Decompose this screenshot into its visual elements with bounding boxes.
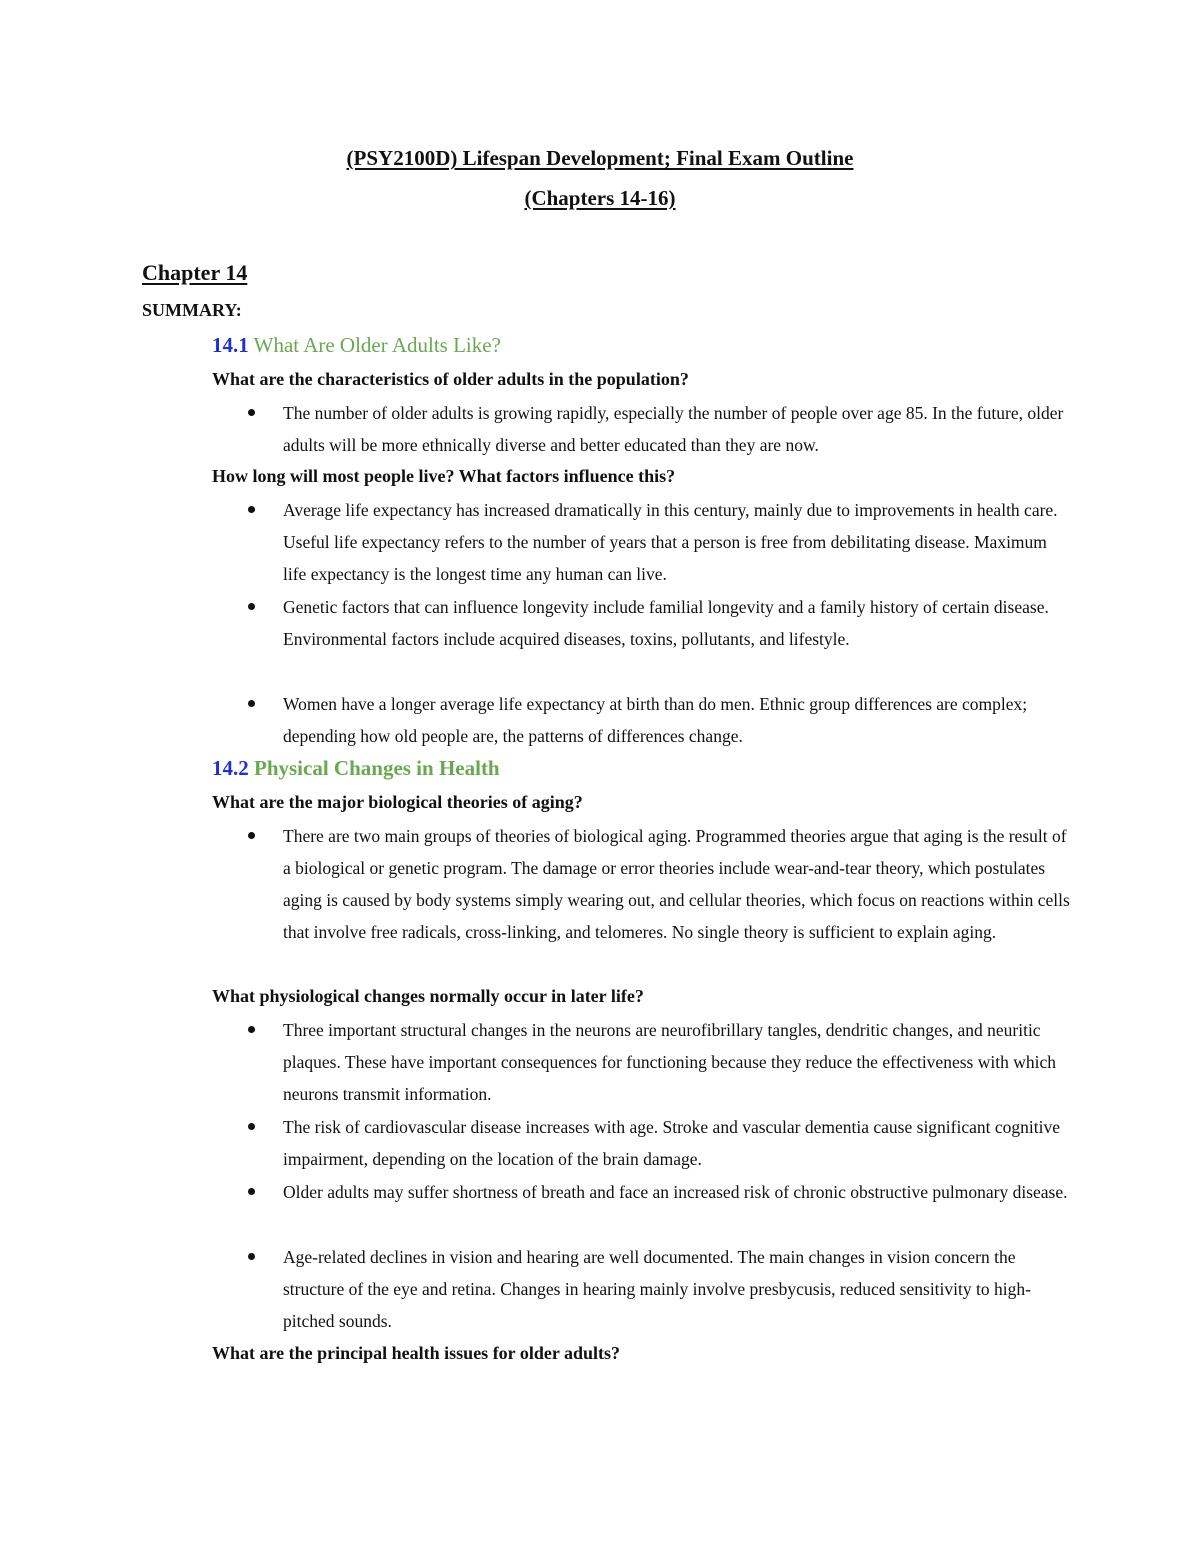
bullet-icon — [248, 700, 255, 707]
section-title: What Are Older Adults Like? — [253, 333, 501, 357]
section-title: Physical Changes in Health — [254, 756, 500, 780]
question-heading: What are the characteristics of older adults in the population? — [212, 369, 689, 389]
bullet-text: Age-related declines in vision and hearing are well documented. The main changes in vision concern the structure of the eye and retina. Changes in hearing mainly involve presbycusis, reduced sensitivity to high-pitched sounds. — [283, 1247, 1031, 1331]
question-heading: What are the major biological theories of aging? — [212, 792, 583, 812]
bullet-icon — [248, 506, 255, 513]
bullet-text: Average life expectancy has increased dramatically in this century, mainly due to improvements in health care. Useful life expectancy refers to the number of years that a person is free from debilitating disease. Maximum life expectancy is the longest time any human can live. — [283, 500, 1058, 584]
bullet-icon — [248, 1026, 255, 1033]
bullet-text: The risk of cardiovascular disease increases with age. Stroke and vascular dementia cause significant cognitive impairment, depending on the location of the brain damage. — [283, 1117, 1060, 1169]
bullet-icon — [248, 409, 255, 416]
bullet-icon — [248, 1188, 255, 1195]
bullet-icon — [248, 832, 255, 839]
question-heading: How long will most people live? What factors influence this? — [212, 466, 676, 486]
bullet-text: There are two main groups of theories of biological aging. Programmed theories argue that aging is the result of a biological or genetic program. The damage or error theories include wear-and-tear theory, which postulates aging is caused by body systems simply wearing out, and cellular theories, which focus on reactions within cells that involve free radicals, cross-linking, and telomeres. No single theory is sufficient to explain aging. — [283, 826, 1070, 942]
document-title-line-1: (PSY2100D) Lifespan Development; Final Exam Outline — [346, 146, 854, 170]
bullet-icon — [248, 1253, 255, 1260]
section-heading-14-2 — [212, 756, 500, 781]
question-heading: What physiological changes normally occur in later life? — [212, 986, 644, 1006]
bullet-text: Three important structural changes in the neurons are neurofibrillary tangles, dendritic changes, and neuritic plaques. These have important consequences for functioning because they reduce the effectiveness with which neurons transmit information. — [283, 1020, 1056, 1104]
bullet-text: Genetic factors that can influence longevity include familial longevity and a family history of certain disease. Environmental factors include acquired diseases, toxins, pollutants, and lifestyle. — [283, 597, 1049, 649]
section-number: 14.2 — [212, 756, 249, 780]
section-heading-14-1 — [212, 333, 501, 358]
bullet-icon — [248, 1123, 255, 1130]
bullet-text: Women have a longer average life expectancy at birth than do men. Ethnic group differences are complex; depending how old people are, the patterns of differences change. — [283, 694, 1028, 746]
document-title-line-2: (Chapters 14-16) — [524, 186, 676, 210]
chapter-heading: Chapter 14 — [142, 260, 248, 285]
summary-label: SUMMARY: — [142, 300, 242, 320]
bullet-text: The number of older adults is growing rapidly, especially the number of people over age 85. In the future, older adults will be more ethnically diverse and better educated than they are now. — [283, 403, 1064, 455]
section-number: 14.1 — [212, 333, 249, 357]
question-heading: What are the principal health issues for older adults? — [212, 1343, 621, 1363]
bullet-text: Older adults may suffer shortness of breath and face an increased risk of chronic obstructive pulmonary disease. — [283, 1182, 1068, 1202]
bullet-icon — [248, 603, 255, 610]
